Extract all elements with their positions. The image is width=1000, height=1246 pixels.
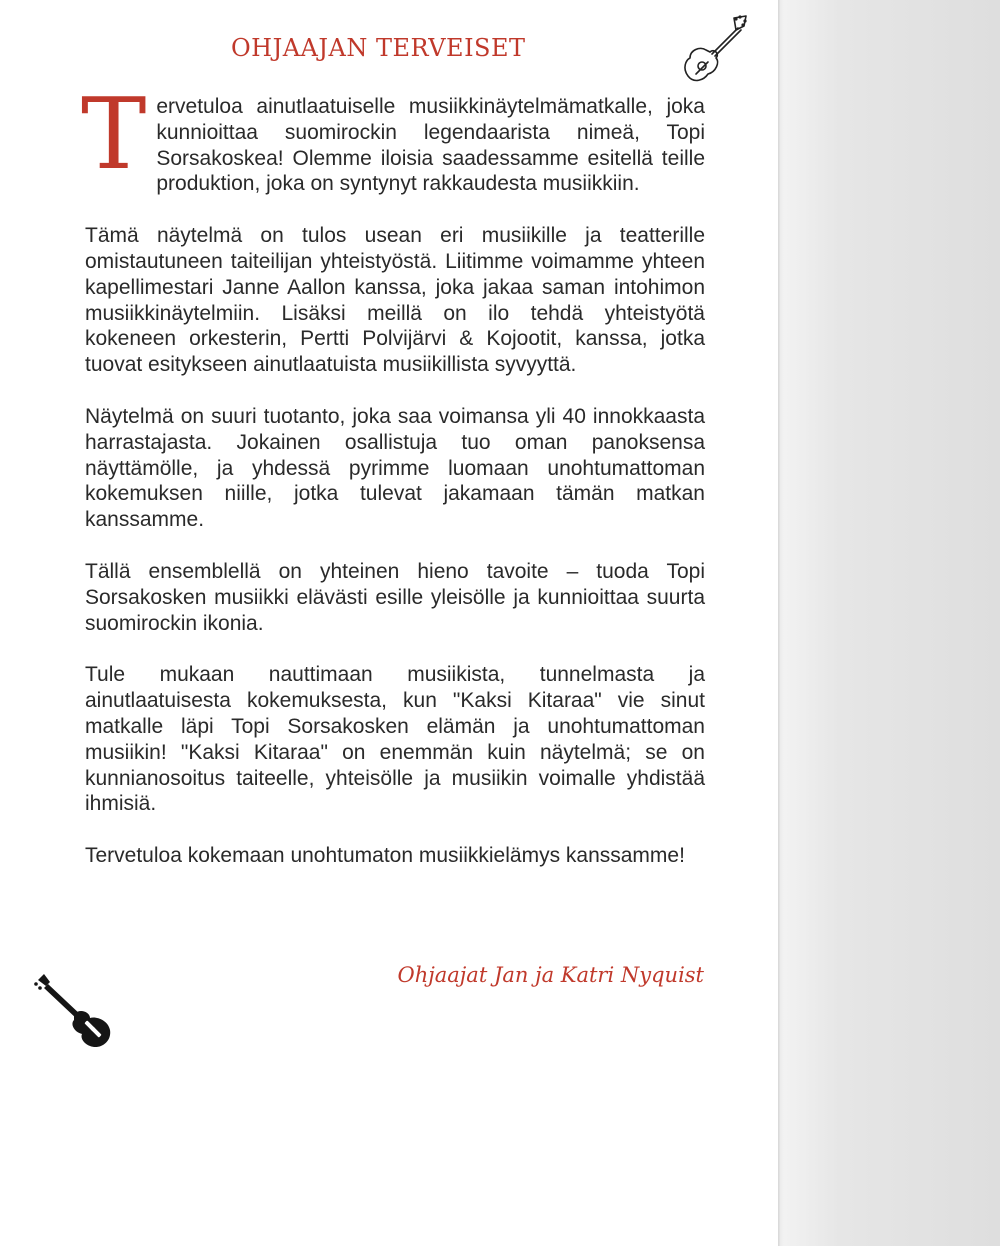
page-gutter [780,0,1000,1246]
paragraph-welcome: Tervetuloa kokemaan unohtumaton musiikkielämys kanssamme! [85,844,685,868]
guitar-outline-icon [676,10,756,90]
paragraph-goal: Tällä ensemblellä on yhteinen hieno tavoite – tuoda Topi Sorsakosken musiikki elävästi esille yleisölle ja kunnioittaa suurta suomirockin ikonia. [85,559,705,635]
paragraph-invitation: Tule mukaan nauttimaan musiikista, tunnelmasta ja ainutlaatuisesta kokemuksesta, kun "Kaksi Kitaraa" vie sinut matkalle läpi Topi Sorsakosken elämän ja unohtumattoman musiikin! "Kaksi Kitaraa" on enemmän kuin näytelmä; se on kunnianosoitus taiteelle, yhteisölle ja musiikin voimalle yhdistää ihmisiä. [85,663,705,816]
paragraph-production: Näytelmä on suuri tuotanto, joka saa voimansa yli 40 innokkaasta harrastajasta. Jokainen osallistuja tuo oman panoksensa näyttämölle, ja yhdessä pyrimme luomaan unohtumattoman kokemuksen niille, jotka tulevat jakamaan tämän matkan kanssamme. [85,404,705,532]
intro-paragraph [81,78,705,197]
intro-text: ervetuloa ainutlaatuiselle musiikkinäytelmämatkalle, joka kunnioittaa suomirockin legendaarista nimeä, Topi Sorsakoskea! Olemme iloisia saadessamme esitellä teille produktion, joka on syntynyt rakkaudesta musiikkiin. [156,95,705,196]
letter-body [81,78,705,895]
signature: Ohjaajat Jan ja Katri Nyquist [397,963,704,987]
paragraph-collaboration: Tämä näytelmä on tulos usean eri musiikille ja teatterille omistautuneen taiteilijan yhteistyöstä. Liitimme voimamme yhteen kapellimestari Janne Aallon kanssa, joka jakaa saman intohimon musiikkinäytelmiin. Lisäksi meillä on ilo tehdä yhteistyötä kokeneen orkesterin, Pertti Polvijärvi & Kojootit, kanssa, jotka tuovat esitykseen ainutlaatuista musiikillista syvyyttä. [85,224,705,377]
page-edge [778,0,781,1246]
guitar-filled-icon [34,970,118,1054]
drop-cap: T [81,78,147,192]
page-title: OHJAAJAN TERVEISET [231,34,526,62]
